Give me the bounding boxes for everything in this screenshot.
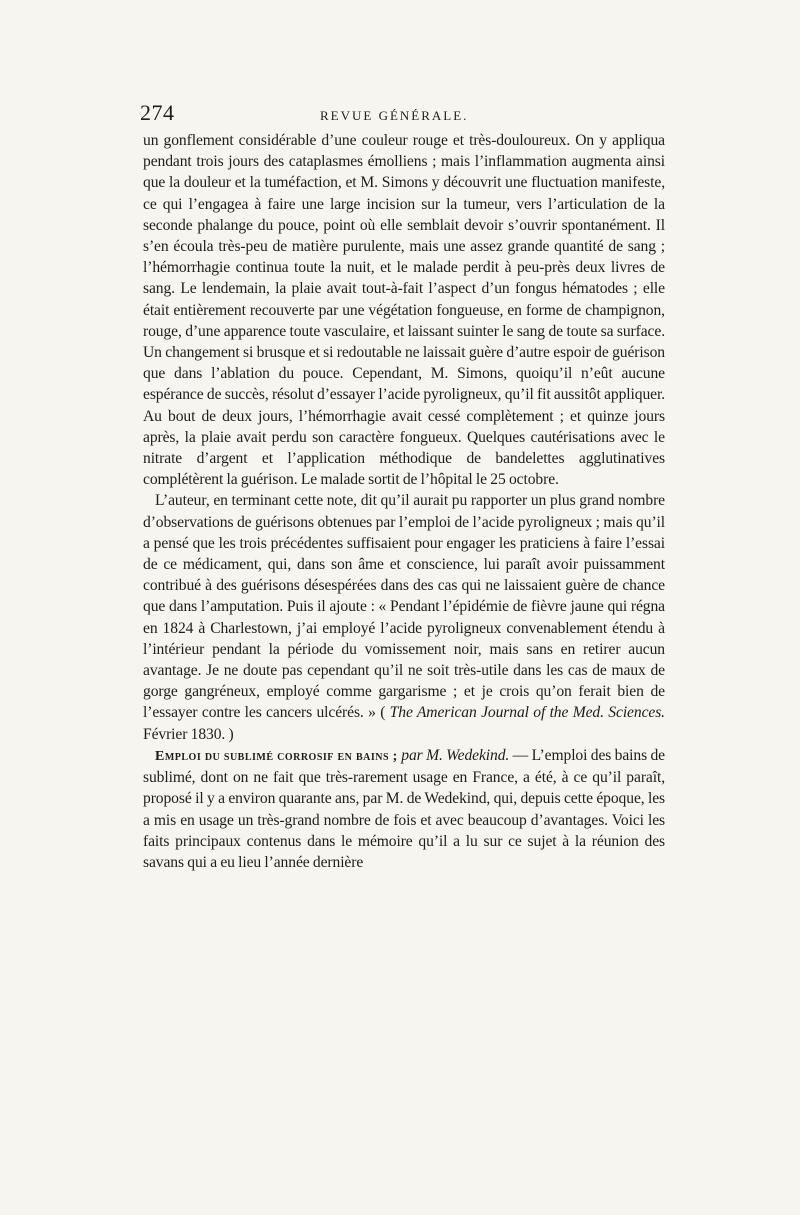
journal-citation: The American Journal of the Med. Sciences. (389, 704, 665, 722)
page-header (140, 100, 670, 128)
body-text (143, 130, 665, 873)
paragraph-wedekind-text: L’emploi des bains de sublimé, dont on ne fait que très-rarement usage en France, a été, à ce qu’il paraît, proposé il y a environ quarante ans, par M. de Wedekind, qui, depuis cette époque, les a mis en usage un très-grand nombre de fois et avec beaucoup d’avantages. Voici les faits principaux contenus dans le mémoire qu’il a lu sur ce sujet à la réunion des savans qui a eu lieu l’année dernière (143, 746, 665, 871)
paragraph-author-conclusion (143, 490, 665, 744)
section-heading: Emploi du sublimé corrosif en bains ; (155, 748, 398, 764)
paragraph-continuation: un gonflement considérable d’une couleur rouge et très-douloureux. On y appliqua pendant trois jours des cataplasmes émolliens ; mais l’inflammation augmenta ainsi que la douleur et la tuméfaction, et M. Simons y découvrit une fluctuation manifeste, ce qui l’engagea à faire une large incision sur la tumeur, vers l’articulation de la seconde phalange du pouce, point où elle semblait devoir s’ouvrir spontanément. Il s’en écoula très-peu de matière purulente, mais une assez grande quantité de sang ; l’hémorrhagie continua toute la nuit, et le malade perdit à peu-près deux livres de sang. Le lendemain, la plaie avait tout-à-fait l’aspect d’un fongus hématodes ; elle était entièrement recouverte par une végétation fongueuse, en forme de champignon, rouge, d’une apparence toute vasculaire, et laissant suinter le sang de toute sa surface. Un changement si brusque et si redoutable ne laissait guère d’autre espoir de guérison que dans l’ablation du pouce. Cependant, M. Simons, quoiqu’il n’eût aucune espérance de succès, résolut d’essayer l’acide pyroligneux, qu’il fit aussitôt appliquer. Au bout de deux jours, l’hémorrhagie avait cessé complètement ; et quinze jours après, la plaie avait perdu son caractère fongueux. Quelques cautérisations avec le nitrate d’argent et l’application méthodique de bandelettes agglutinatives complétèrent la guérison. Le malade sortit de l’hôpital le 25 octobre. (143, 132, 665, 489)
heading-par: par (401, 746, 423, 764)
paragraph-author-conclusion-text: L’auteur, en terminant cette note, dit qu’il aurait pu rapporter un plus grand nombre d’observations de guérisons obtenues par l’emploi de l’acide pyroligneux ; mais qu’il a pensé que les trois précédentes suffisaient pour engager les praticiens à faire l’essai de ce médicament, qui, dans son âme et conscience, lui paraît avoir puissamment contribué à des guérisons désespérées dans des cas qui ne laissaient guère de chance que dans l’amputation. Puis il ajoute : « Pendant l’épidémie de fièvre jaune qui régna en 1824 à Charlestown, j’ai employé l’acide pyroligneux convenablement étendu à l’intérieur pendant la période du vomissement noir, mais sans en retirer aucun avantage. Je ne doute pas cependant qu’il ne soit très-utile dans les cas de maux de gorge gangréneux, employé comme gargarisme ; et je crois qu’on ferait bien de l’essayer contre les cancers ulcérés. » ( (143, 492, 665, 722)
running-title: REVUE GÉNÉRALE. (320, 108, 469, 123)
citation-date: Février 1830. ) (143, 725, 234, 743)
heading-dash: — (512, 746, 529, 764)
page-number: 274 (140, 100, 175, 125)
heading-author: M. Wedekind. (426, 746, 510, 764)
paragraph-wedekind (143, 745, 665, 873)
